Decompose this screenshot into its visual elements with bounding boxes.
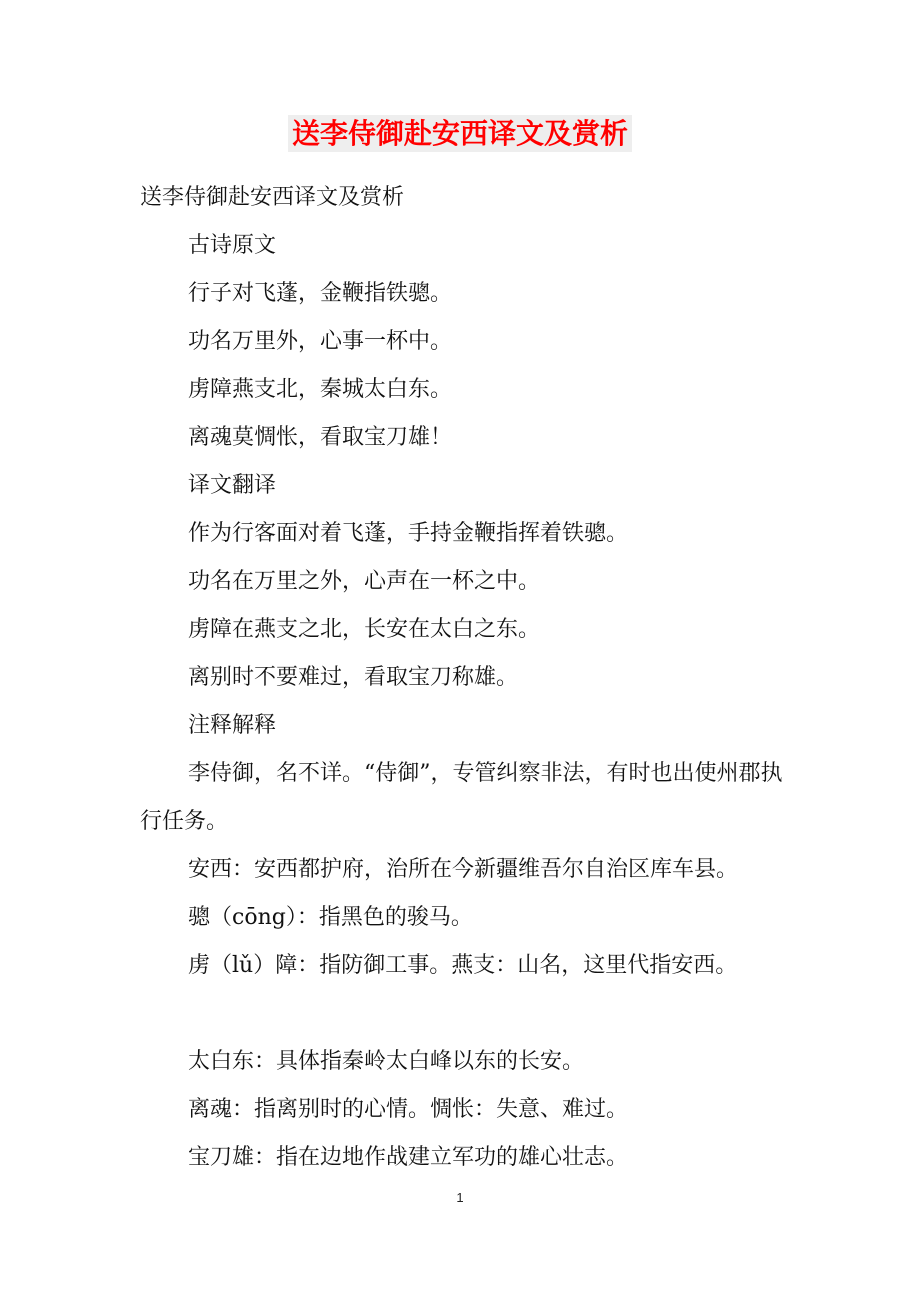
document-title xyxy=(0,112,920,156)
poem-line: 功名万里外，心事一杯中。 xyxy=(188,329,453,354)
translation-line: 功名在万里之外，心声在一杯之中。 xyxy=(188,569,541,594)
poem-line: 行子对飞蓬，金鞭指铁骢。 xyxy=(188,281,453,306)
note-paragraph: 李侍御，名不详。“侍御”，专管纠察非法，有时也出使州郡执行任务。 xyxy=(140,761,783,834)
note-paragraph: 宝刀雄：指在边地作战建立军功的雄心壮志。 xyxy=(188,1145,629,1170)
note-paragraph: 虏（lǔ）障：指防御工事。燕支：山名，这里代指安西。 xyxy=(188,953,738,978)
note-paragraph: 离魂：指离别时的心情。惆怅：失意、难过。 xyxy=(188,1097,629,1122)
poem-line: 虏障燕支北，秦城太白东。 xyxy=(188,377,453,402)
section-heading-notes: 注释解释 xyxy=(188,713,277,738)
translation-line: 离别时不要难过，看取宝刀称雄。 xyxy=(188,665,519,690)
subtitle: 送李侍御赴安西译文及赏析 xyxy=(140,185,405,210)
poem-line: 离魂莫惆怅，看取宝刀雄！ xyxy=(188,425,453,450)
page-number: 1 xyxy=(456,1190,464,1205)
note-paragraph: 太白东：具体指秦岭太白峰以东的长安。 xyxy=(188,1049,585,1074)
document-title-text: 送李侍御赴安西译文及赏析 xyxy=(288,115,632,152)
note-paragraph: 骢（cōng）：指黑色的骏马。 xyxy=(188,905,473,930)
section-heading-translation: 译文翻译 xyxy=(188,473,277,498)
translation-line: 作为行客面对着飞蓬，手持金鞭指挥着铁骢。 xyxy=(188,521,629,546)
section-heading-original: 古诗原文 xyxy=(188,233,277,258)
note-paragraph: 安西：安西都护府，治所在今新疆维吾尔自治区库车县。 xyxy=(188,857,739,882)
translation-line: 虏障在燕支之北，长安在太白之东。 xyxy=(188,617,541,642)
